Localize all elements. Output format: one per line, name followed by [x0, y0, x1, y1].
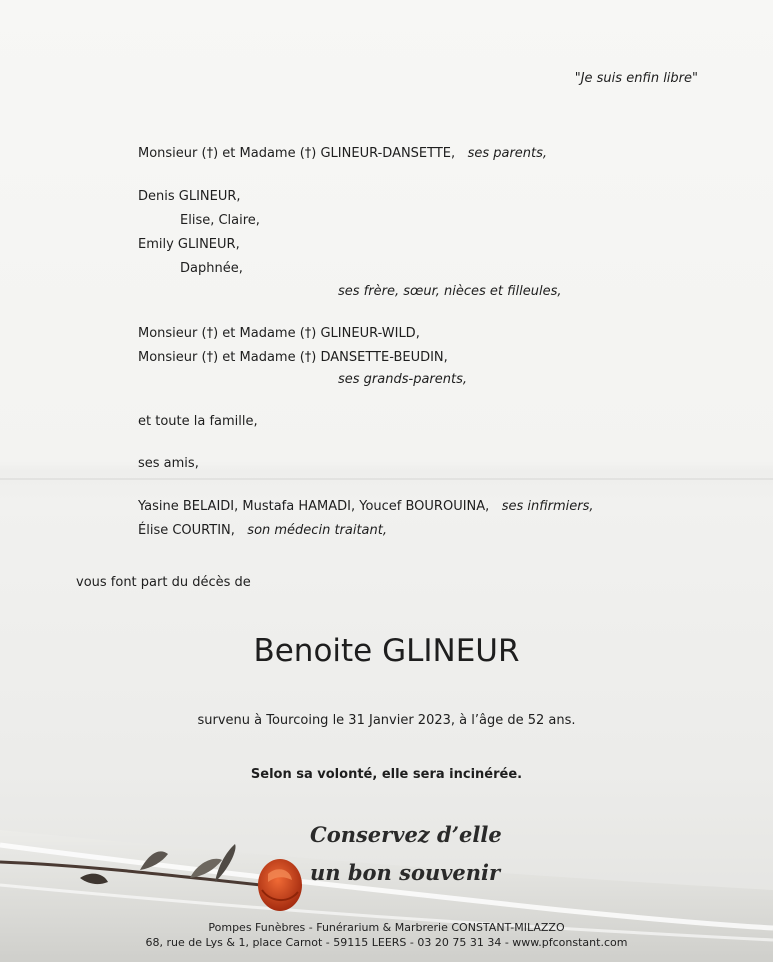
doctor-name: Élise COURTIN, — [138, 523, 235, 538]
fold-line — [0, 478, 773, 480]
sibling-line-1: Denis GLINEUR, — [138, 189, 241, 204]
death-details: survenu à Tourcoing le 31 Janvier 2023, à l’âge de 52 ans. — [197, 713, 576, 728]
cremation-wish: Selon sa volonté, elle sera incinérée. — [250, 767, 523, 782]
grandparents-line-1: Monsieur (†) et Madame (†) GLINEUR-WILD, — [138, 326, 420, 341]
grandparents-line-2: Monsieur (†) et Madame (†) DANSETTE-BEUDIN, — [138, 350, 448, 365]
doctor-relation: son médecin traitant, — [247, 523, 387, 538]
sibling-line-2: Elise, Claire, — [180, 213, 260, 228]
sibling-line-3: Emily GLINEUR, — [138, 237, 240, 252]
quote: "Je suis enfin libre" — [574, 71, 698, 86]
grandparents-relation: ses grands-parents, — [338, 372, 467, 387]
parents-relation: ses parents, — [467, 146, 548, 161]
announce-line: vous font part du décès de — [76, 575, 251, 590]
nurses-line — [138, 499, 594, 515]
memory-line-2: un bon souvenir — [310, 860, 501, 885]
parents-names: Monsieur (†) et Madame (†) GLINEUR-DANSETTE, — [138, 146, 456, 161]
sibling-line-4: Daphnée, — [180, 261, 243, 276]
rose-icon — [258, 859, 302, 911]
footer-line-1: Pompes Funèbres - Funérarium & Marbrerie CONSTANT-MILAZZO — [208, 921, 565, 934]
family-line: et toute la famille, — [138, 414, 258, 429]
deceased-name: Benoite GLINEUR — [253, 633, 520, 669]
parents-line — [138, 146, 547, 162]
nurses-names: Yasine BELAIDI, Mustafa HAMADI, Youcef BOUROUINA, — [138, 499, 490, 514]
doctor-line — [138, 523, 387, 539]
footer-line-2: 68, rue de Lys & 1, place Carnot - 59115 LEERS - 03 20 75 31 34 - www.pfconstant.com — [145, 936, 628, 949]
friends-line: ses amis, — [138, 456, 199, 471]
memory-line-1: Conservez d’elle — [310, 822, 502, 847]
nurses-relation: ses infirmiers, — [501, 499, 594, 514]
siblings-relation: ses frère, sœur, nièces et filleules, — [338, 284, 562, 299]
